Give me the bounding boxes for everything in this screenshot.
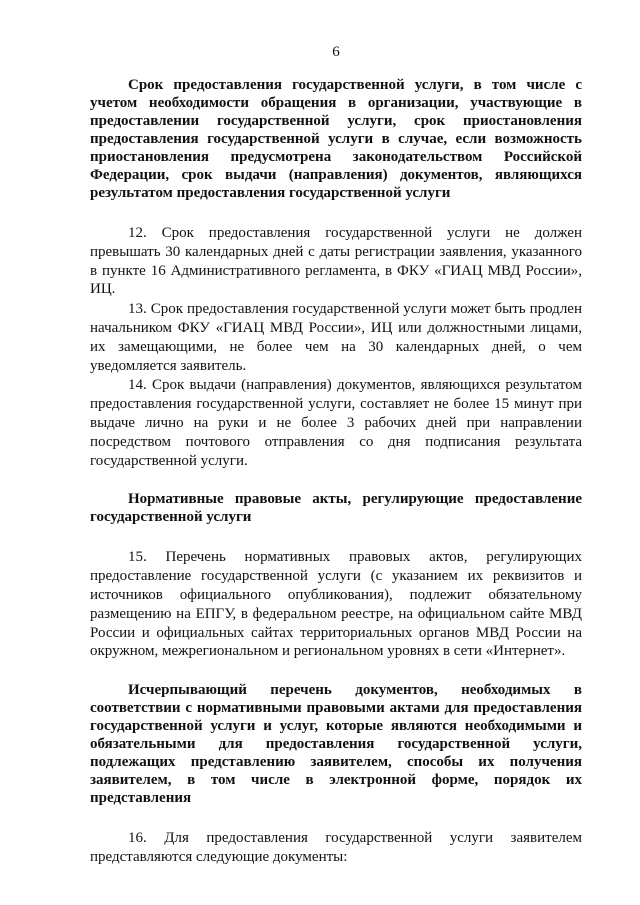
section-heading-legal-acts: Нормативные правовые акты, регулирующие предоставление государственной услуги (90, 491, 582, 526)
document-page (90, 0, 582, 905)
paragraph-15: 15. Перечень нормативных правовых актов, регулирующих предоставление государственной услуги (с указанием их реквизитов и источников официального опубликования), подлежит обязательному размещению на ЕПГУ, в федеральном реестре, на официальном сайте МВД России и официальных сайтах территориальных органов МВД России на окружном, межрегиональном и региональном уровнях в сети «Интернет». (90, 549, 582, 660)
paragraph-14: 14. Срок выдачи (направления) документов, являющихся результатом предоставления государственной услуги, составляет не более 15 минут при выдаче лично на руки и не более 3 рабочих дней при направлении посредством почтового отправления со дня подписания результата государственной услуги. (90, 377, 582, 469)
paragraph-12: 12. Срок предоставления государственной услуги не должен превышать 30 календарных дней с даты регистрации заявления, указанного в пункте 16 Административного регламента, в ФКУ «ГИАЦ МВД России», ИЦ. (90, 225, 582, 298)
page-number: 6 (332, 44, 340, 60)
section-heading-documents: Исчерпывающий перечень документов, необходимых в соответствии с нормативными правовыми актами для предоставления государственной услуги и услуг, которые являются необходимыми и обязательными для предоставления государственной услуги, подлежащих представлению заявителем, способы их получения заявителем, в том числе в электронной форме, порядок их представления (90, 682, 582, 807)
paragraph-16: 16. Для предоставления государственной услуги заявителем представляются следующие документы: (90, 830, 582, 865)
page-content (90, 76, 582, 867)
paragraph-13: 13. Срок предоставления государственной услуги может быть продлен начальником ФКУ «ГИАЦ МВД России», ИЦ или должностными лицами, их замещающими, не более чем на 30 календарных дней, о чем уведомляется заявитель. (90, 301, 582, 374)
section-heading-term: Срок предоставления государственной услуги, в том числе с учетом необходимости обращения в организации, участвующие в предоставлении государственной услуги, срок приостановления предоставления государственной услуги в случае, если возможность приостановления предусмотрена законодательством Российской Федерации, срок выдачи (направления) документов, являющихся результатом предоставления государственной услуги (90, 77, 582, 201)
